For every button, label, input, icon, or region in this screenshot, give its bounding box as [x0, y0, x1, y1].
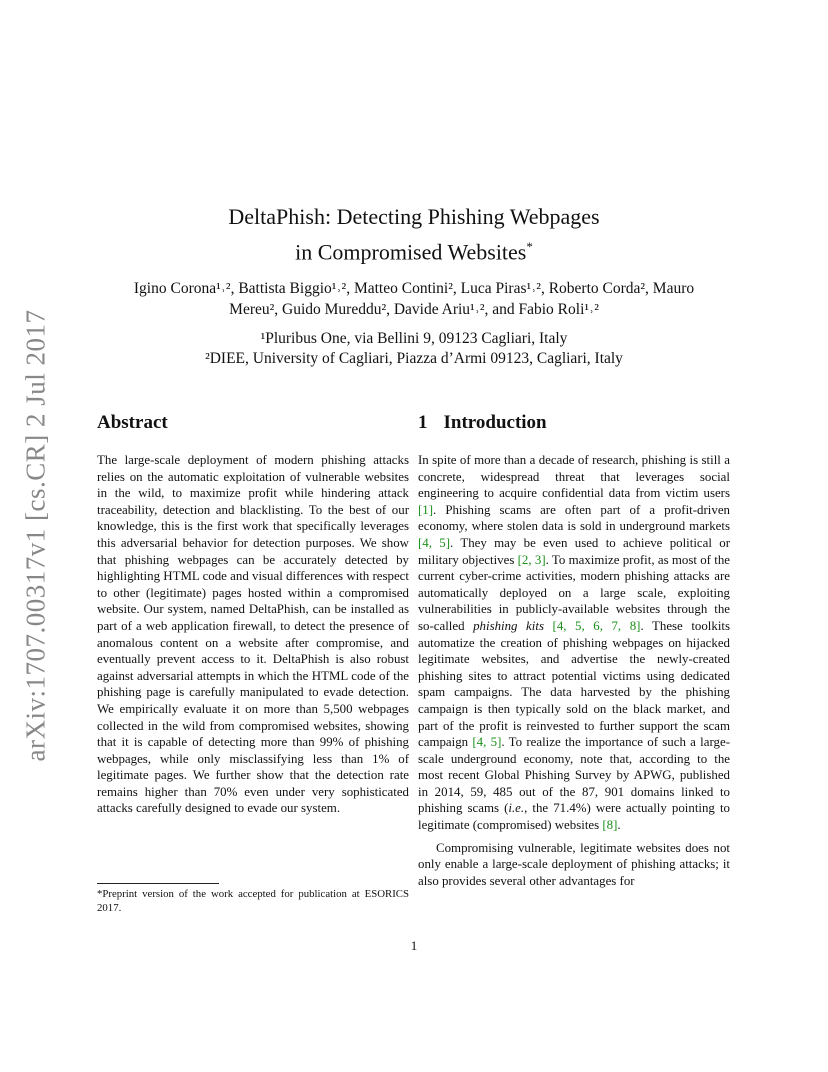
- intro-text: .: [617, 818, 621, 833]
- authors-line-1: Igino Corona¹˒², Battista Biggio¹˒², Matteo Contini², Luca Piras¹˒², Roberto Corda², Mauro: [133, 280, 695, 297]
- intro-paragraph-2: Compromising vulnerable, legitimate websites does not only enable a large-scale deployment of phishing attacks; it also provides several other advantages for: [418, 840, 730, 888]
- abstract-column: [97, 408, 409, 817]
- citation-link[interactable]: [4, 5, 6, 7, 8]: [552, 618, 641, 633]
- intro-text: In spite of more than a decade of research, phishing is still a concrete, widespread threat that leverages social engineering to acquire confidential data from victim users: [418, 453, 730, 501]
- intro-emphasis: phishing kits: [473, 618, 544, 633]
- author-list: [90, 278, 738, 320]
- arxiv-stamp-text: arXiv:1707.00317v1 [cs.CR] 2 Jul 2017: [20, 309, 51, 761]
- intro-text: . Phishing scams are often part of a profit-driven economy, where stolen data is sold in underground markets: [418, 502, 730, 534]
- citation-link[interactable]: [4, 5]: [418, 535, 451, 550]
- title-line-2-text: in Compromised Websites: [295, 239, 527, 265]
- title-line-1: DeltaPhish: Detecting Phishing Webpages: [228, 204, 600, 229]
- abstract-heading: Abstract: [97, 412, 168, 433]
- title-line-2: [60, 232, 768, 267]
- section-number: 1: [418, 412, 428, 433]
- citation-link[interactable]: [8]: [602, 818, 618, 833]
- footnote-rule: [97, 883, 219, 884]
- citation-link[interactable]: [2, 3]: [517, 552, 546, 567]
- footnote: *Preprint version of the work accepted for publication at ESORICS 2017.: [97, 888, 409, 914]
- introduction-heading: [418, 412, 730, 452]
- affiliation-2: ²DIEE, University of Cagliari, Piazza d’Armi 09123, Cagliari, Italy: [205, 350, 623, 367]
- intro-text: . To maximize profit, as most of the current cyber-crime activities, modern phishing attacks are automatically deployed on a large scale, exploiting vulnerabilities in publicly-available websites through the so-called: [418, 552, 730, 633]
- affiliations: [90, 329, 738, 369]
- intro-text: . They may be even used to achieve political or military objectives: [418, 535, 730, 567]
- arxiv-stamp: [16, 300, 56, 770]
- abstract-text: The large-scale deployment of modern phishing attacks relies on the automatic exploitation of vulnerable websites in the wild, to maximize profit while hindering attack traceability, detection and blacklisting. To the best of our knowledge, this is the first work that specifically leverages this adversarial behavior for detection purposes. We show that phishing webpages can be accurately detected by highlighting HTML code and visual differences with respect to other (legitimate) pages hosted within a compromised website. Our system, named DeltaPhish, can be installed as part of a web application firewall, to detect the presence of anomalous content on a website after compromise, and eventually prevent access to it. DeltaPhish is also robust against adversarial attempts in which the HTML code of the phishing page is carefully manipulated to evade detection. We empirically evaluate it on more than 5,500 webpages collected in the wild from compromised websites, showing that it is capable of detecting more than 99% of phishing webpages, while only misclassifying less than 1% of legitimate pages. We further show that the detection rate remains higher than 70% even under very sophisticated attacks carefully designed to evade our system.: [97, 453, 409, 816]
- intro-paragraph-1: [418, 452, 730, 834]
- title-footnote-mark: *: [526, 239, 533, 254]
- paper-title: [60, 202, 768, 267]
- intro-text: , the 71.4%) were actually pointing to legitimate (compromised) websites: [418, 801, 730, 833]
- citation-link[interactable]: [4, 5]: [472, 735, 502, 750]
- introduction-column: [418, 408, 730, 889]
- section-title: Introduction: [443, 412, 547, 433]
- page-number: 1: [410, 938, 418, 953]
- authors-line-2: Mereu², Guido Mureddu², Davide Ariu¹˒², and Fabio Roli¹˒²: [229, 301, 599, 318]
- intro-text: . These toolkits automatize the creation of phishing webpages on hijacked legitimate websites, and advertise the newly-created phishing sites to attract potential victims using dedicated spam campaigns. The data harvested by the phishing campaign is then typically sold on the black market, and part of the profit is reinvested to further support the scam campaign: [418, 618, 731, 750]
- intro-text: . To realize the importance of such a large-scale underground economy, note that, according to the most recent Global Phishing Survey by APWG, published in 2014, 59, 485 out of the 87, 901 domains linked to phishing scams (: [418, 735, 730, 816]
- intro-emphasis: i.e.: [508, 801, 525, 816]
- citation-link[interactable]: [1]: [418, 502, 434, 517]
- affiliation-1: ¹Pluribus One, via Bellini 9, 09123 Cagliari, Italy: [260, 330, 568, 347]
- intro-text: [544, 619, 553, 633]
